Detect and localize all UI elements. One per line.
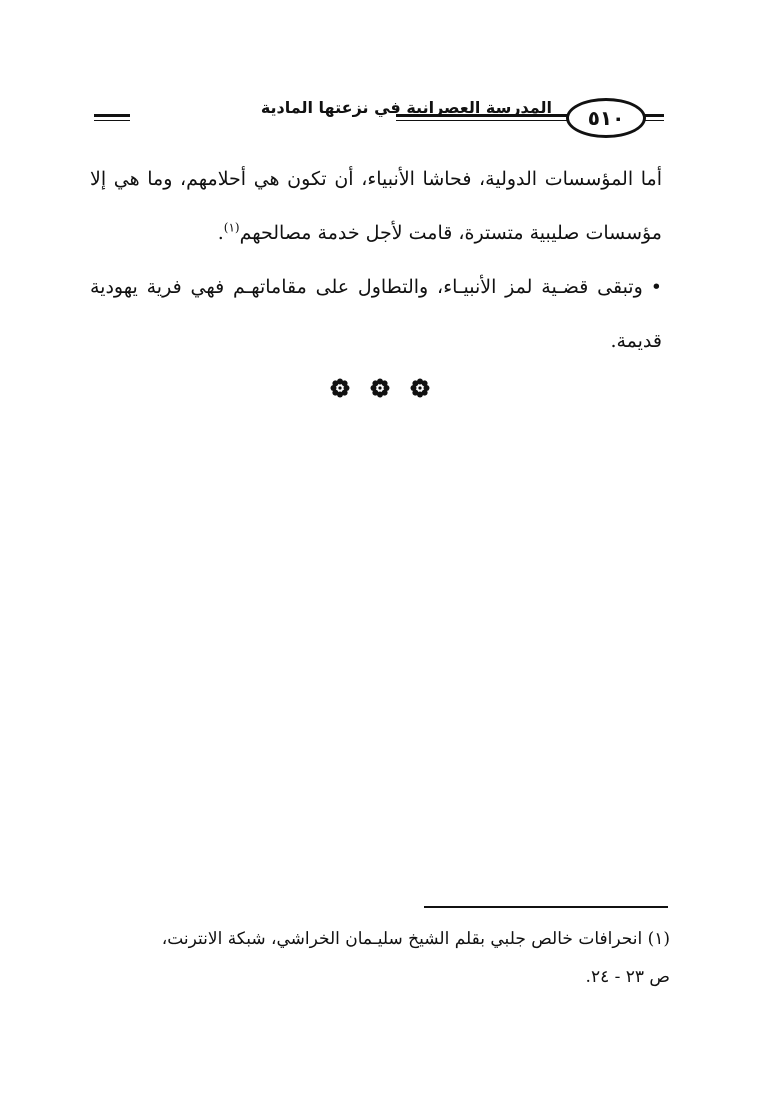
page-number: ٥١٠	[566, 98, 646, 138]
header-rule-right	[644, 114, 664, 117]
header-rule-middle-thin	[396, 120, 568, 121]
footnote-rule	[424, 906, 668, 908]
header-rule-left-thin	[94, 120, 130, 121]
header-rule-left	[94, 114, 130, 117]
flower-ornament-icon	[330, 378, 350, 398]
footnote-line-2: ص ٢٣ - ٢٤.	[585, 967, 670, 987]
footnote	[96, 920, 670, 996]
flower-ornament-icon	[410, 378, 430, 398]
paragraph-2-text: وتبقى قضـية لمز الأنبيـاء، والتطاول على مقاماتهـم فهي فرية يهودية قديمة.	[90, 276, 662, 352]
running-title: المدرسة العصرانية في نزعتها المادية	[260, 98, 552, 117]
paragraph-1	[90, 152, 662, 260]
header-rule-right-thin	[644, 120, 664, 121]
paragraph-2	[90, 260, 662, 368]
paragraph-1-end: .	[217, 222, 224, 244]
footnote-line-1: (١) انحرافات خالص جلبي بقلم الشيخ سليـمان الخراشي، شبكة الانترنت،	[161, 929, 670, 949]
flower-ornament-icon	[370, 378, 390, 398]
paragraph-1-text: أما المؤسسات الدولية، فحاشا الأنبياء، أن تكون هي أحلامهم، وما هي إلا مؤسسات صليبية متسترة، قامت لأجل خدمة مصالحهم	[90, 168, 662, 244]
footnote-reference[interactable]: (١)	[223, 220, 240, 235]
bullet-icon: •	[650, 276, 662, 298]
section-separator	[330, 376, 430, 400]
